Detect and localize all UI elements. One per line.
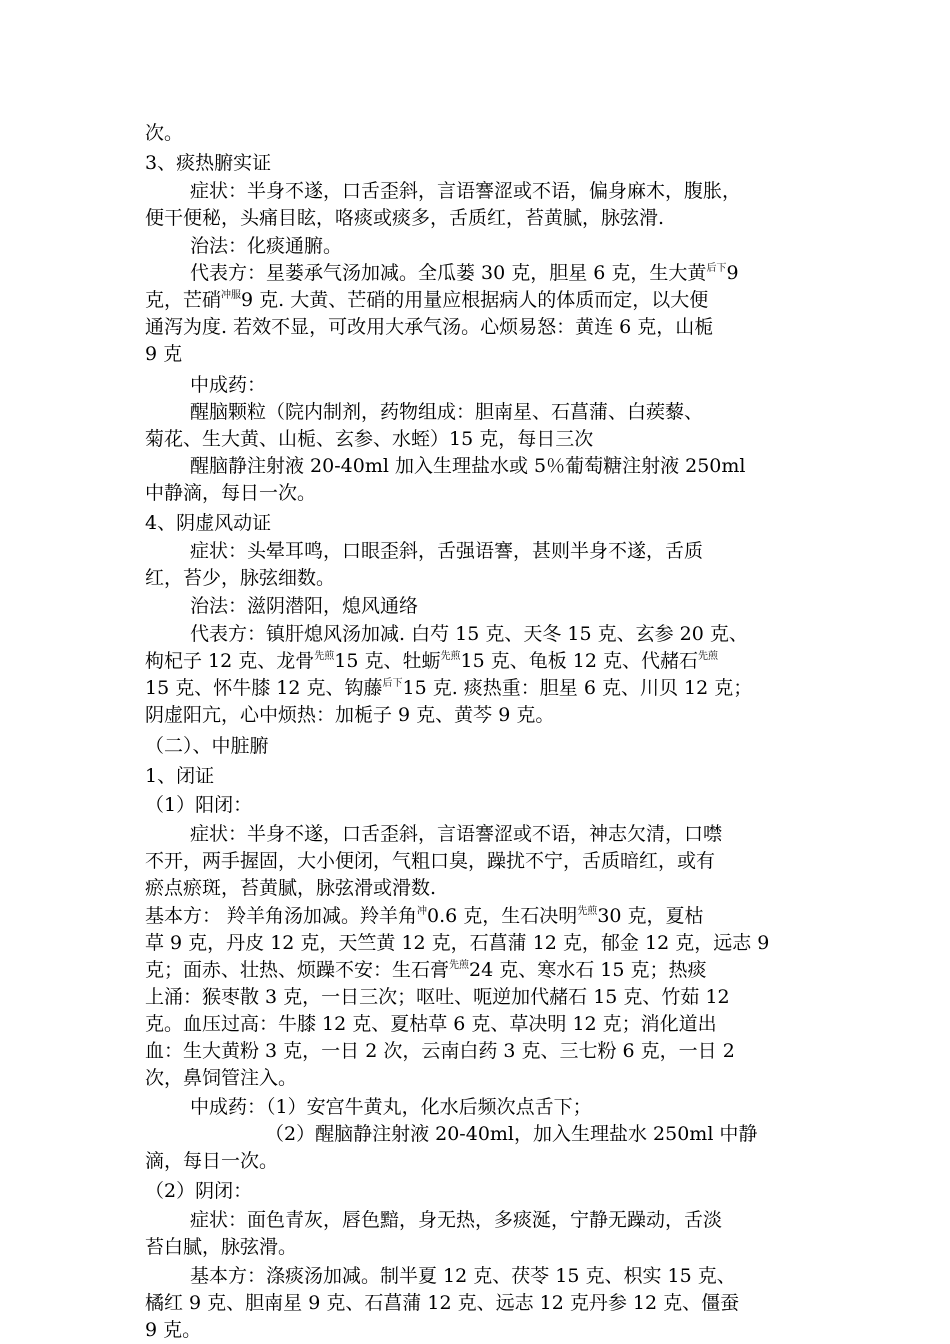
text-line: 阴虚阳亢，心中烦热：加栀子 9 克、黄芩 9 克。 — [145, 704, 555, 726]
text-line: 克，芒硝$^{冲服}$9 克. 大黄、芒硝的用量应根据病人的体质而定，以大便 — [145, 289, 709, 311]
text-line: 血：生大黄粉 3 克，一日 2 次，云南白药 3 克、三七粉 6 克，一日 2 — [145, 1040, 735, 1062]
text-line: 症状：头晕耳鸣，口眼歪斜，舌强语謇，甚则半身不遂，舌质 — [190, 540, 704, 562]
text-line: 症状：面色青灰，唇色黯，身无热，多痰涎，宁静无躁动，舌淡 — [190, 1209, 723, 1231]
text-line: 菊花、生大黄、山栀、玄参、水蛭）15 克，每日三次 — [145, 428, 594, 450]
text-line: 中成药：（1）安宫牛黄丸，化水后频次点舌下； — [190, 1096, 592, 1118]
text-line: 症状：半身不遂，口舌歪斜，言语謇涩或不语，偏身麻木，腹胀， — [190, 180, 742, 202]
annotation-superscript: 先煎 — [314, 651, 335, 662]
annotation-superscript: 先煎 — [697, 651, 718, 662]
annotation-superscript: 冲服 — [221, 290, 242, 301]
text-line: 中成药： — [190, 374, 267, 396]
text-line: 15 克、怀牛膝 12 克、钩藤$^{后下}$15 克. 痰热重：胆星 6 克、川贝 12 克； — [145, 677, 753, 699]
text-line: 滴，每日一次。 — [145, 1150, 279, 1172]
section-heading: （二）、中脏腑 — [145, 735, 269, 757]
text-line: 治法：化痰通腑。 — [190, 235, 343, 257]
text-line: 基本方： 羚羊角汤加减。羚羊角$^冲$0.6 克，生石决明$^{先煎}$30 克，夏枯 — [145, 905, 704, 927]
text-line: 中静滴，每日一次。 — [145, 482, 317, 504]
text-line: 瘀点瘀斑，苔黄腻，脉弦滑或滑数. — [145, 877, 437, 899]
annotation-superscript: 后下 — [706, 263, 727, 274]
annotation-superscript: 先煎 — [449, 960, 470, 971]
text-line: 红，苔少，脉弦细数。 — [145, 567, 336, 589]
text-line: 9 克 — [145, 343, 183, 365]
text-line: （2）醒脑静注射液 20-40ml，加入生理盐水 250ml 中静 — [265, 1123, 758, 1145]
text-line: 症状：半身不遂，口舌歪斜，言语謇涩或不语，神志欠清，口噤 — [190, 823, 723, 845]
text-line: 上涌：猴枣散 3 克，一日三次；呕吐、呃逆加代赭石 15 克、竹茹 12 — [145, 986, 730, 1008]
text-line: 治法：滋阴潜阳，熄风通络 — [190, 595, 419, 617]
text-line: 草 9 克，丹皮 12 克，天竺黄 12 克，石菖蒲 12 克，郁金 12 克，远志 9 — [145, 932, 770, 954]
text-line: 便干便秘，头痛目眩，咯痰或痰多，舌质红，苔黄腻，脉弦滑. — [145, 207, 665, 229]
annotation-superscript: 后下 — [382, 678, 403, 689]
text-line: 枸杞子 12 克、龙骨$^{先煎}$15 克、牡蛎$^{先煎}$15 克、龟板 12 克、代赭石$^{先煎}$ — [145, 650, 718, 672]
annotation-superscript: 先煎 — [577, 906, 598, 917]
text-line: 代表方：星蒌承气汤加减。全瓜蒌 30 克，胆星 6 克，生大黄$^{后下}$9 — [190, 262, 739, 284]
text-line: 苔白腻，脉弦滑。 — [145, 1236, 298, 1258]
subsection-heading: （1）阳闭： — [145, 794, 253, 816]
subsection-heading: （2）阴闭： — [145, 1180, 253, 1202]
text-line: 次。 — [145, 122, 184, 144]
text-line: 克；面赤、壮热、烦躁不安：生石膏$^{先煎}$24 克、寒水石 15 克；热痰 — [145, 959, 707, 981]
section-heading: 4、阴虚风动证 — [145, 512, 272, 534]
text-line: 醒脑静注射液 20-40ml 加入生理盐水或 5％葡萄糖注射液 250ml — [190, 455, 746, 477]
text-line: 不开，两手握固，大小便闭，气粗口臭，躁扰不宁，舌质暗红，或有 — [145, 850, 716, 872]
text-line: 9 克。 — [145, 1319, 202, 1341]
text-line: 代表方：镇肝熄风汤加减. 白芍 15 克、天冬 15 克、玄参 20 克、 — [190, 623, 748, 645]
annotation-superscript: 先煎 — [440, 651, 461, 662]
text-line: 次，鼻饲管注入。 — [145, 1067, 298, 1089]
text-line: 克。血压过高：牛膝 12 克、夏枯草 6 克、草决明 12 克；消化道出 — [145, 1013, 717, 1035]
text-line: 醒脑颗粒（院内制剂，药物组成：胆南星、石菖蒲、白蒺藜、 — [190, 401, 704, 423]
section-heading: 3、痰热腑实证 — [145, 152, 272, 174]
text-line: 通泻为度. 若效不显，可改用大承气汤。心烦易怒：黄连 6 克，山栀 — [145, 316, 714, 338]
section-heading: 1、闭证 — [145, 765, 215, 787]
annotation-superscript: 冲 — [417, 906, 428, 917]
text-line: 橘红 9 克、胆南星 9 克、石菖蒲 12 克、远志 12 克丹参 12 克、僵蚕 — [145, 1292, 740, 1314]
text-line: 基本方：涤痰汤加减。制半夏 12 克、茯苓 15 克、枳实 15 克、 — [190, 1265, 736, 1287]
